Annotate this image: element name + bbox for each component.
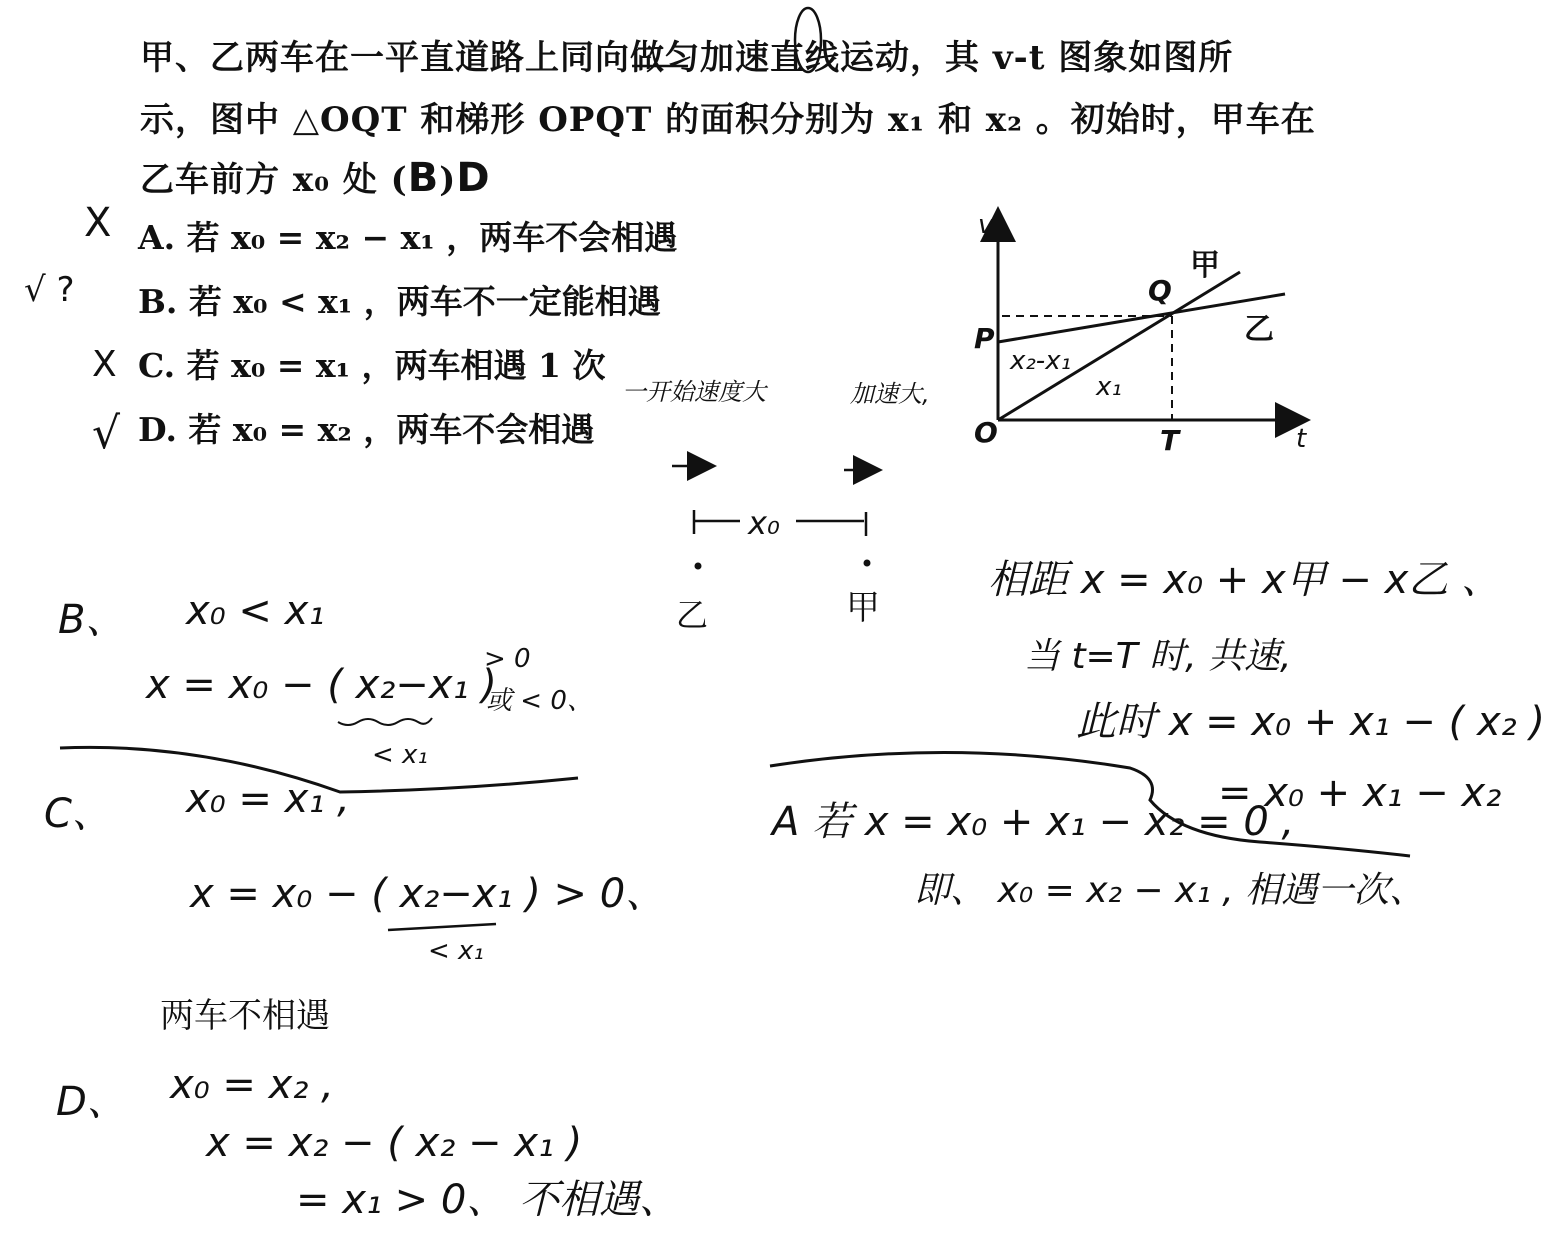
work-c-eq: x = x₀ − ( x₂−x₁ ) > 0、 [190, 871, 666, 917]
yi-line [998, 294, 1285, 342]
graph-t-label: t [1296, 424, 1307, 454]
graph-q-label: Q [1148, 274, 1172, 307]
graph-origin-label: O [974, 416, 998, 449]
option-d: D. 若 x₀ = x₂ ，两车不会相遇 [138, 410, 595, 449]
work-c-conclusion: 两车不相遇 [160, 996, 330, 1036]
sketch-x0: x₀ [748, 504, 780, 542]
sketch-note-right: 加速大, [850, 380, 930, 408]
work-right-line4: = x₀ + x₁ − x₂ [1218, 770, 1502, 816]
work-d-cond: x₀ = x₂ , [170, 1062, 334, 1108]
graph-area-lower: x₁ [1096, 372, 1122, 402]
option-c-mark: X [92, 344, 117, 385]
graph-jia-label: 甲 [1190, 248, 1220, 283]
work-d-head: D、 [56, 1079, 127, 1125]
work-a-line1: A 若 x = x₀ + x₁ − x₂ = 0 , [772, 799, 1295, 845]
work-c-under: < x₁ [428, 936, 484, 966]
question-line-1: 甲、乙两车在一平直道路上同向做匀加速直线运动，其 v-t 图象如图所 [140, 38, 1234, 78]
work-d-eq2: = x₁ > 0、 不相遇、 [296, 1177, 680, 1223]
work-b-under: < x₁ [372, 740, 428, 770]
question-line-3-close: ) [439, 160, 457, 200]
work-c-head: C、 [44, 791, 112, 837]
work-b-eq: x = x₀ − ( x₂−x₁ ) [146, 662, 497, 708]
option-a-mark: X [84, 200, 112, 246]
work-b-side2: 或 < 0、 [486, 686, 593, 716]
work-c-cond: x₀ = x₁ , [186, 776, 350, 822]
work-right-line3: 此时 x = x₀ + x₁ − ( x₂ ) [1076, 699, 1545, 745]
wavy-underline-b [338, 718, 432, 725]
option-a: A. 若 x₀ = x₂ − x₁ ，两车不会相遇 [138, 218, 678, 257]
work-a-line2: 即、 x₀ = x₂ − x₁ , 相遇一次、 [914, 870, 1426, 911]
work-b-side1: > 0 [484, 644, 531, 674]
sketch-car-jia: 甲 [846, 588, 880, 628]
work-right-line1: 相距 x = x₀ + x甲 − x乙 、 [988, 557, 1501, 603]
graph-p-label: P [974, 322, 995, 355]
question-line-2: 示，图中 △OQT 和梯形 OPQT 的面积分别为 x₁ 和 x₂ 。初始时，甲车在 [140, 100, 1316, 140]
handwritten-answer-d: D [456, 155, 491, 201]
work-d-eq1: x = x₂ − ( x₂ − x₁ ) [206, 1120, 583, 1166]
question-line-3-text: 乙车前方 x₀ 处 ( [140, 160, 408, 200]
circle-jia-char [795, 8, 821, 72]
work-b-cond: x₀ < x₁ [186, 588, 325, 634]
graph-t-point-label: T [1160, 424, 1180, 457]
sketch-dot-jia [864, 560, 871, 567]
work-b-head: B、 [58, 597, 126, 643]
work-right-line2: 当 t=T 时, 共速, [1024, 636, 1292, 677]
sketch-car-yi: 乙 [676, 596, 709, 634]
option-c: C. 若 x₀ = x₁ ，两车相遇 1 次 [138, 346, 606, 385]
option-b-mark: √ ? [24, 270, 75, 310]
option-d-mark: √ [92, 408, 121, 459]
underline-c [388, 924, 496, 930]
handwritten-answer-b: B [407, 155, 440, 201]
sketch-note-left: 一开始速度大 [622, 378, 766, 406]
graph-area-upper: x₂-x₁ [1010, 346, 1072, 376]
sketch-dot-yi [695, 563, 702, 570]
graph-yi-label: 乙 [1244, 312, 1274, 347]
graph-v-label: v [978, 210, 994, 240]
option-b: B. 若 x₀ < x₁ ，两车不一定能相遇 [138, 282, 661, 321]
